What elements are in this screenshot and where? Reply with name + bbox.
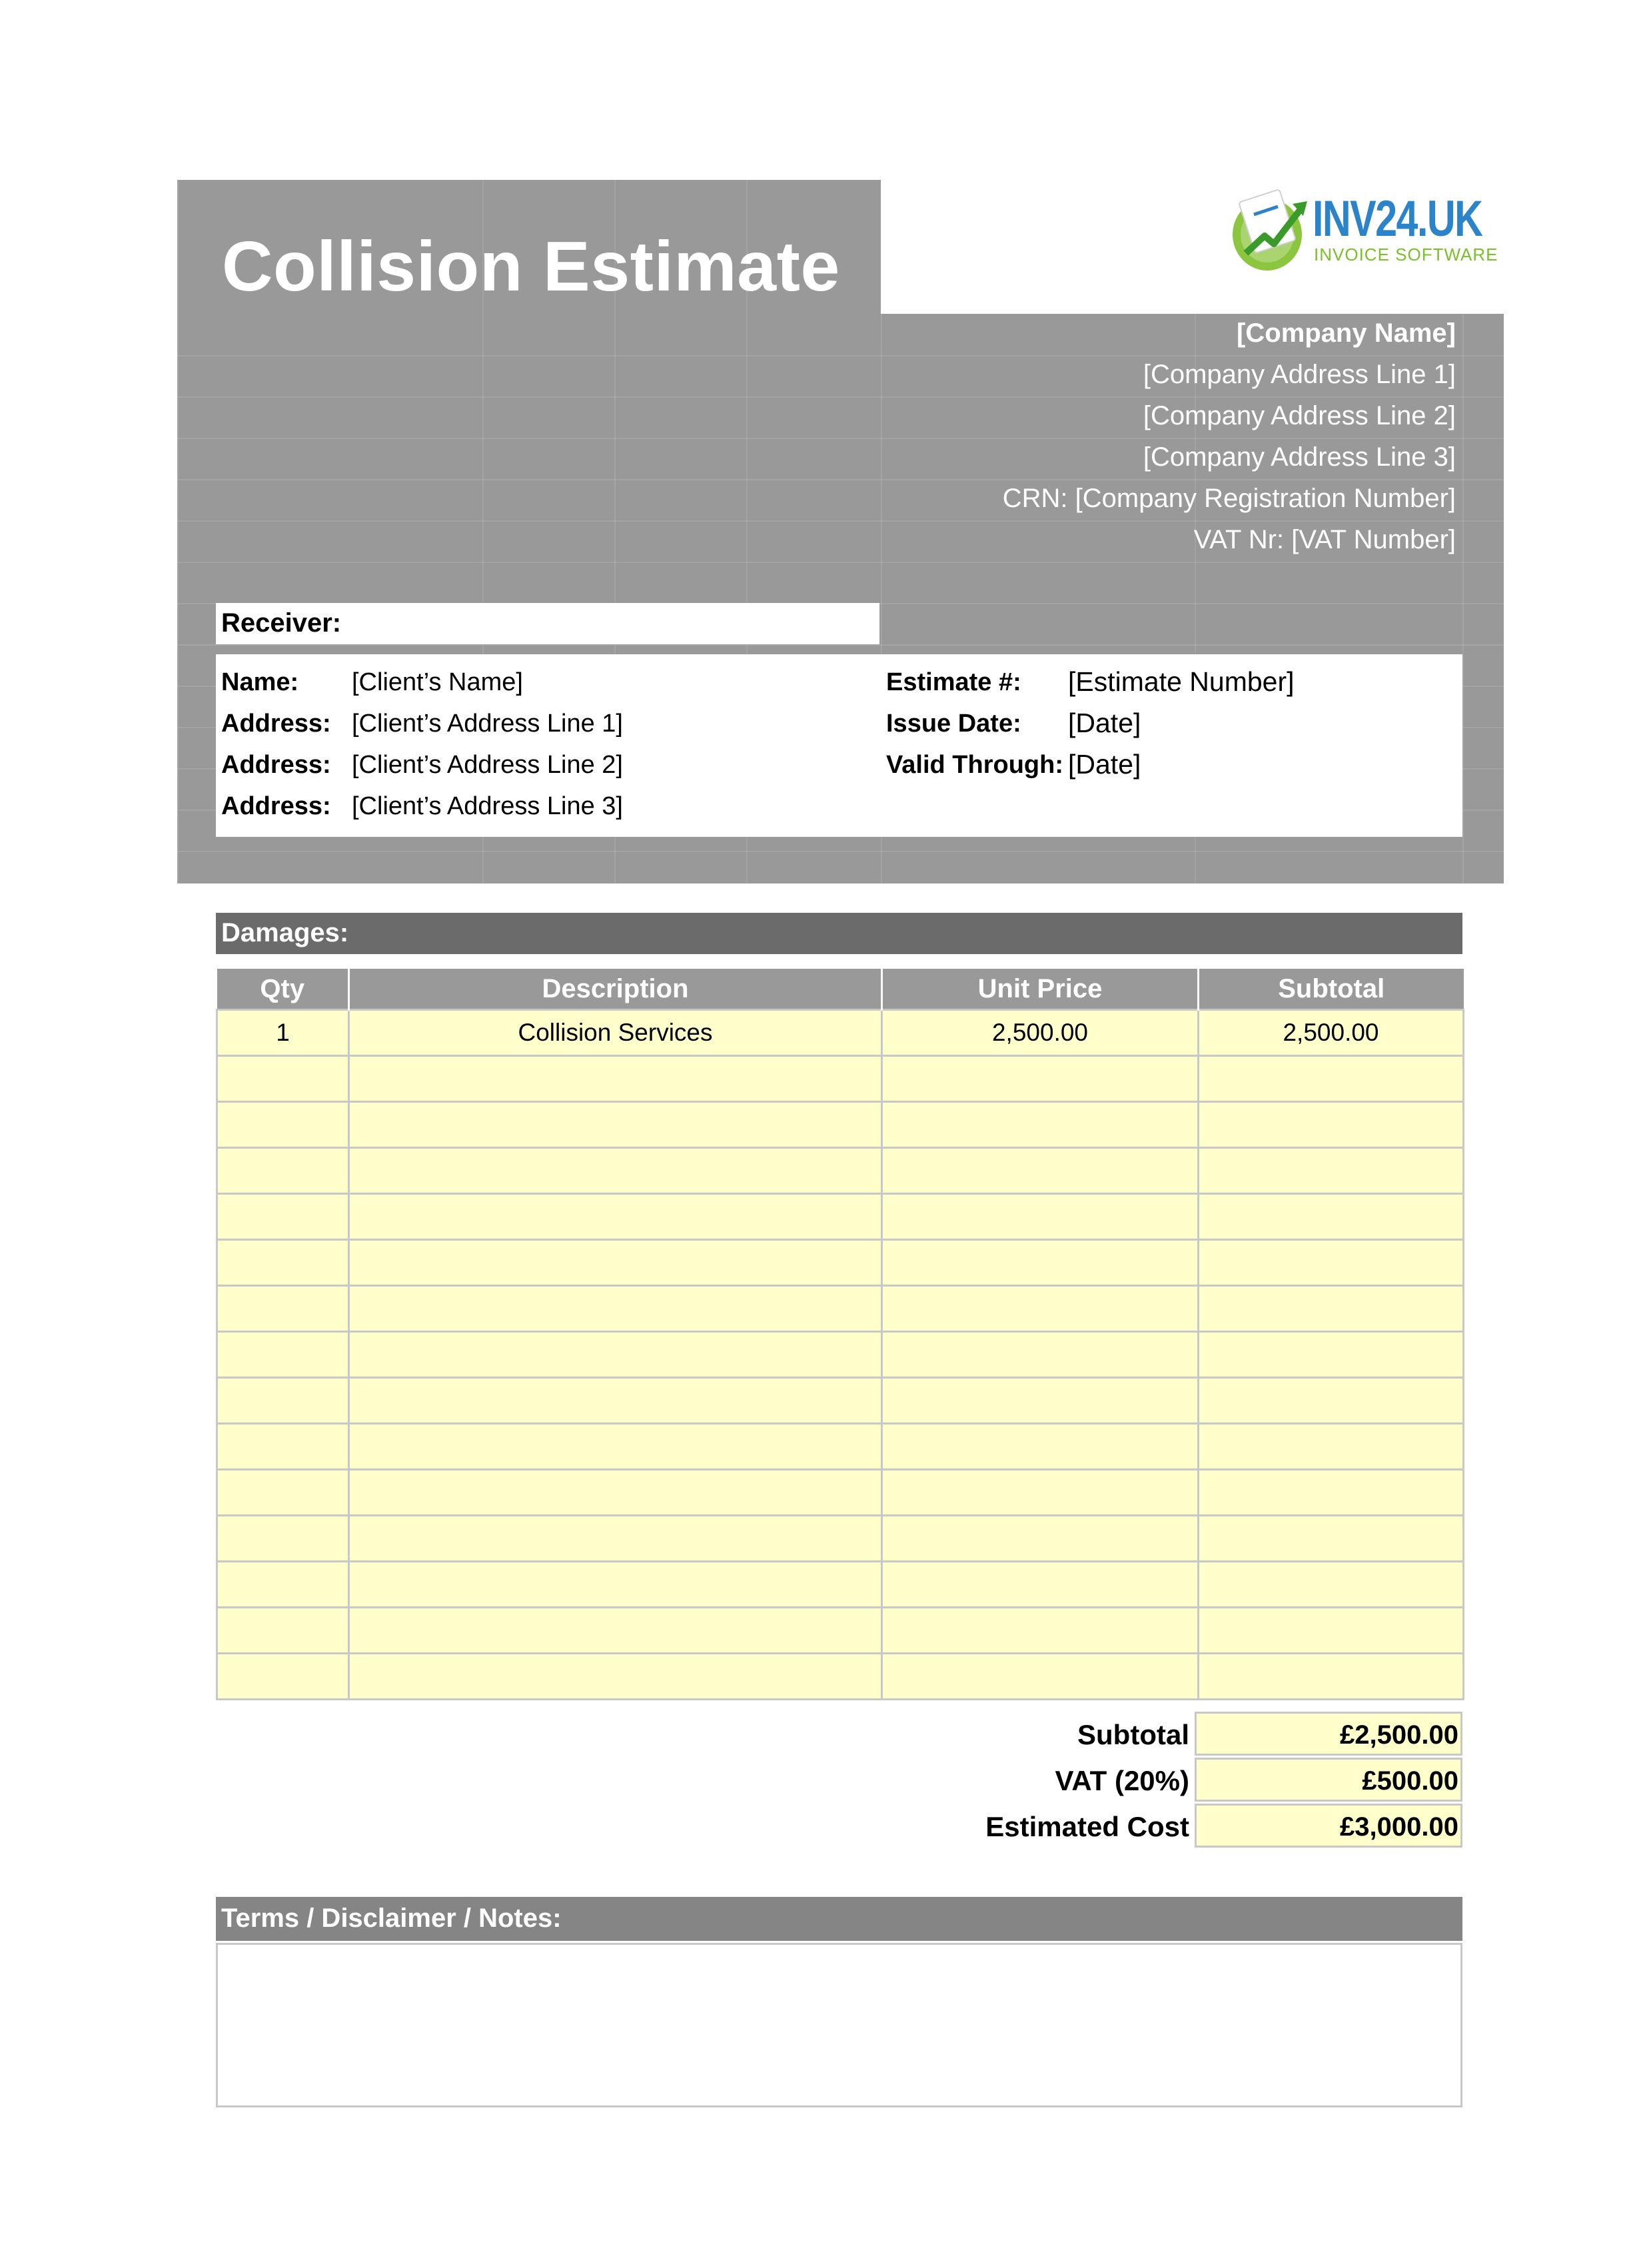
table-row (217, 1562, 1464, 1608)
gridline (177, 180, 179, 883)
gridline (177, 851, 1504, 852)
subtotal-cell[interactable]: 2,500.00 (1199, 1010, 1464, 1056)
subtotal-cell[interactable] (1199, 1286, 1464, 1332)
unit-price-cell[interactable] (882, 1608, 1199, 1654)
unit-price-cell[interactable] (882, 1470, 1199, 1516)
table-row (217, 1194, 1464, 1240)
company-address-2: [Company Address Line 2] (1143, 401, 1456, 430)
description-cell[interactable] (349, 1562, 882, 1608)
estimate-number-label: Estimate #: (886, 668, 1021, 696)
qty-cell[interactable] (217, 1286, 349, 1332)
subtotal-label: Subtotal (1077, 1719, 1189, 1750)
subtotal-cell[interactable] (1199, 1608, 1464, 1654)
unit-price-cell[interactable]: 2,500.00 (882, 1010, 1199, 1056)
unit-price-cell[interactable] (882, 1378, 1199, 1424)
description-cell[interactable] (349, 1654, 882, 1700)
description-cell[interactable] (349, 1378, 882, 1424)
table-row (217, 1608, 1464, 1654)
qty-cell[interactable] (217, 1148, 349, 1194)
table-row (217, 1424, 1464, 1470)
issue-date-label: Issue Date: (886, 710, 1021, 738)
client-address-label-3: Address: (221, 792, 331, 820)
unit-price-cell[interactable] (882, 1056, 1199, 1102)
unit-price-cell[interactable] (882, 1286, 1199, 1332)
gridline (177, 355, 1504, 356)
qty-cell[interactable] (217, 1194, 349, 1240)
table-row (217, 1148, 1464, 1194)
gridline (177, 520, 1504, 522)
qty-cell[interactable] (217, 1378, 349, 1424)
table-row (217, 1056, 1464, 1102)
unit-price-cell[interactable] (882, 1194, 1199, 1240)
description-cell[interactable] (349, 1194, 882, 1240)
description-cell[interactable]: Collision Services (349, 1010, 882, 1056)
company-crn: CRN: [Company Registration Number] (1002, 484, 1456, 513)
column-header-qty: Qty (217, 969, 349, 1010)
notes-area[interactable] (216, 1943, 1462, 2107)
subtotal-cell[interactable] (1199, 1378, 1464, 1424)
table-row (217, 1654, 1464, 1700)
client-address-3: [Client’s Address Line 3] (352, 792, 623, 820)
subtotal-cell[interactable] (1199, 1470, 1464, 1516)
qty-cell[interactable] (217, 1516, 349, 1562)
qty-cell[interactable] (217, 1608, 349, 1654)
subtotal-cell[interactable] (1199, 1240, 1464, 1286)
description-cell[interactable] (349, 1608, 882, 1654)
gridline (177, 562, 1504, 563)
qty-cell[interactable] (217, 1240, 349, 1286)
subtotal-cell[interactable] (1199, 1056, 1464, 1102)
column-header-unit-price: Unit Price (882, 969, 1199, 1010)
company-name: [Company Name] (1237, 318, 1456, 348)
vat-label: VAT (20%) (1055, 1765, 1189, 1796)
subtotal-cell[interactable] (1199, 1654, 1464, 1700)
qty-cell[interactable] (217, 1332, 349, 1378)
company-address-1: [Company Address Line 1] (1143, 360, 1456, 389)
gridline (177, 479, 1504, 480)
description-cell[interactable] (349, 1424, 882, 1470)
gridline (177, 438, 1504, 439)
qty-cell[interactable] (217, 1562, 349, 1608)
table-row (217, 1240, 1464, 1286)
gridline (177, 396, 1504, 398)
table-header-row (217, 969, 1464, 1010)
company-vat: VAT Nr: [VAT Number] (1193, 525, 1456, 554)
issue-date-value: [Date] (1068, 708, 1141, 738)
valid-through-label: Valid Through: (886, 751, 1063, 779)
table-row (217, 1516, 1464, 1562)
description-cell[interactable] (349, 1148, 882, 1194)
unit-price-cell[interactable] (882, 1562, 1199, 1608)
description-cell[interactable] (349, 1516, 882, 1562)
table-row (217, 1102, 1464, 1148)
subtotal-cell[interactable] (1199, 1194, 1464, 1240)
client-address-2: [Client’s Address Line 2] (352, 751, 623, 779)
gridline (177, 644, 1504, 646)
unit-price-cell[interactable] (882, 1516, 1199, 1562)
notes-heading: Terms / Disclaimer / Notes: (221, 1904, 562, 1933)
subtotal-cell[interactable] (1199, 1424, 1464, 1470)
estimated-cost-value: £3,000.00 (1340, 1812, 1458, 1842)
unit-price-cell[interactable] (882, 1148, 1199, 1194)
description-cell[interactable] (349, 1056, 882, 1102)
logo-tagline: INVOICE SOFTWARE (1314, 245, 1498, 265)
description-cell[interactable] (349, 1286, 882, 1332)
unit-price-cell[interactable] (882, 1332, 1199, 1378)
subtotal-cell[interactable] (1199, 1102, 1464, 1148)
client-address-label-2: Address: (221, 751, 331, 779)
document-title: Collision Estimate (222, 227, 840, 306)
client-name-label: Name: (221, 668, 299, 696)
receiver-heading: Receiver: (221, 608, 342, 638)
qty-cell[interactable]: 1 (217, 1010, 349, 1056)
qty-cell[interactable] (217, 1056, 349, 1102)
subtotal-cell[interactable] (1199, 1148, 1464, 1194)
description-cell[interactable] (349, 1102, 882, 1148)
damages-heading: Damages: (221, 918, 349, 947)
column-header-description: Description (349, 969, 882, 1010)
table-row (217, 1332, 1464, 1378)
damages-table (216, 969, 1464, 1700)
unit-price-cell[interactable] (882, 1240, 1199, 1286)
column-header-subtotal: Subtotal (1199, 969, 1464, 1010)
invoice-check-icon (1226, 175, 1319, 281)
unit-price-cell[interactable] (882, 1654, 1199, 1700)
vat-value: £500.00 (1362, 1766, 1458, 1796)
client-name-value: [Client’s Name] (352, 668, 523, 696)
logo-wordmark: INV24.UK (1313, 191, 1482, 247)
description-cell[interactable] (349, 1240, 882, 1286)
subtotal-cell[interactable] (1199, 1516, 1464, 1562)
qty-cell[interactable] (217, 1102, 349, 1148)
table-row (217, 1470, 1464, 1516)
client-address-label-1: Address: (221, 710, 331, 738)
table-row (217, 1286, 1464, 1332)
unit-price-cell[interactable] (882, 1102, 1199, 1148)
unit-price-cell[interactable] (882, 1424, 1199, 1470)
damages-heading-bar (216, 913, 1462, 954)
table-row (217, 1378, 1464, 1424)
gridline (1462, 314, 1464, 883)
subtotal-cell[interactable] (1199, 1562, 1464, 1608)
table-row (217, 1010, 1464, 1056)
company-address-3: [Company Address Line 3] (1143, 442, 1456, 472)
estimate-number-value: [Estimate Number] (1068, 666, 1295, 697)
client-address-1: [Client’s Address Line 1] (352, 710, 623, 738)
qty-cell[interactable] (217, 1470, 349, 1516)
estimated-cost-label: Estimated Cost (985, 1811, 1189, 1842)
subtotal-value: £2,500.00 (1340, 1720, 1458, 1750)
description-cell[interactable] (349, 1332, 882, 1378)
valid-through-value: [Date] (1068, 749, 1141, 780)
subtotal-cell[interactable] (1199, 1332, 1464, 1378)
description-cell[interactable] (349, 1470, 882, 1516)
qty-cell[interactable] (217, 1424, 349, 1470)
qty-cell[interactable] (217, 1654, 349, 1700)
